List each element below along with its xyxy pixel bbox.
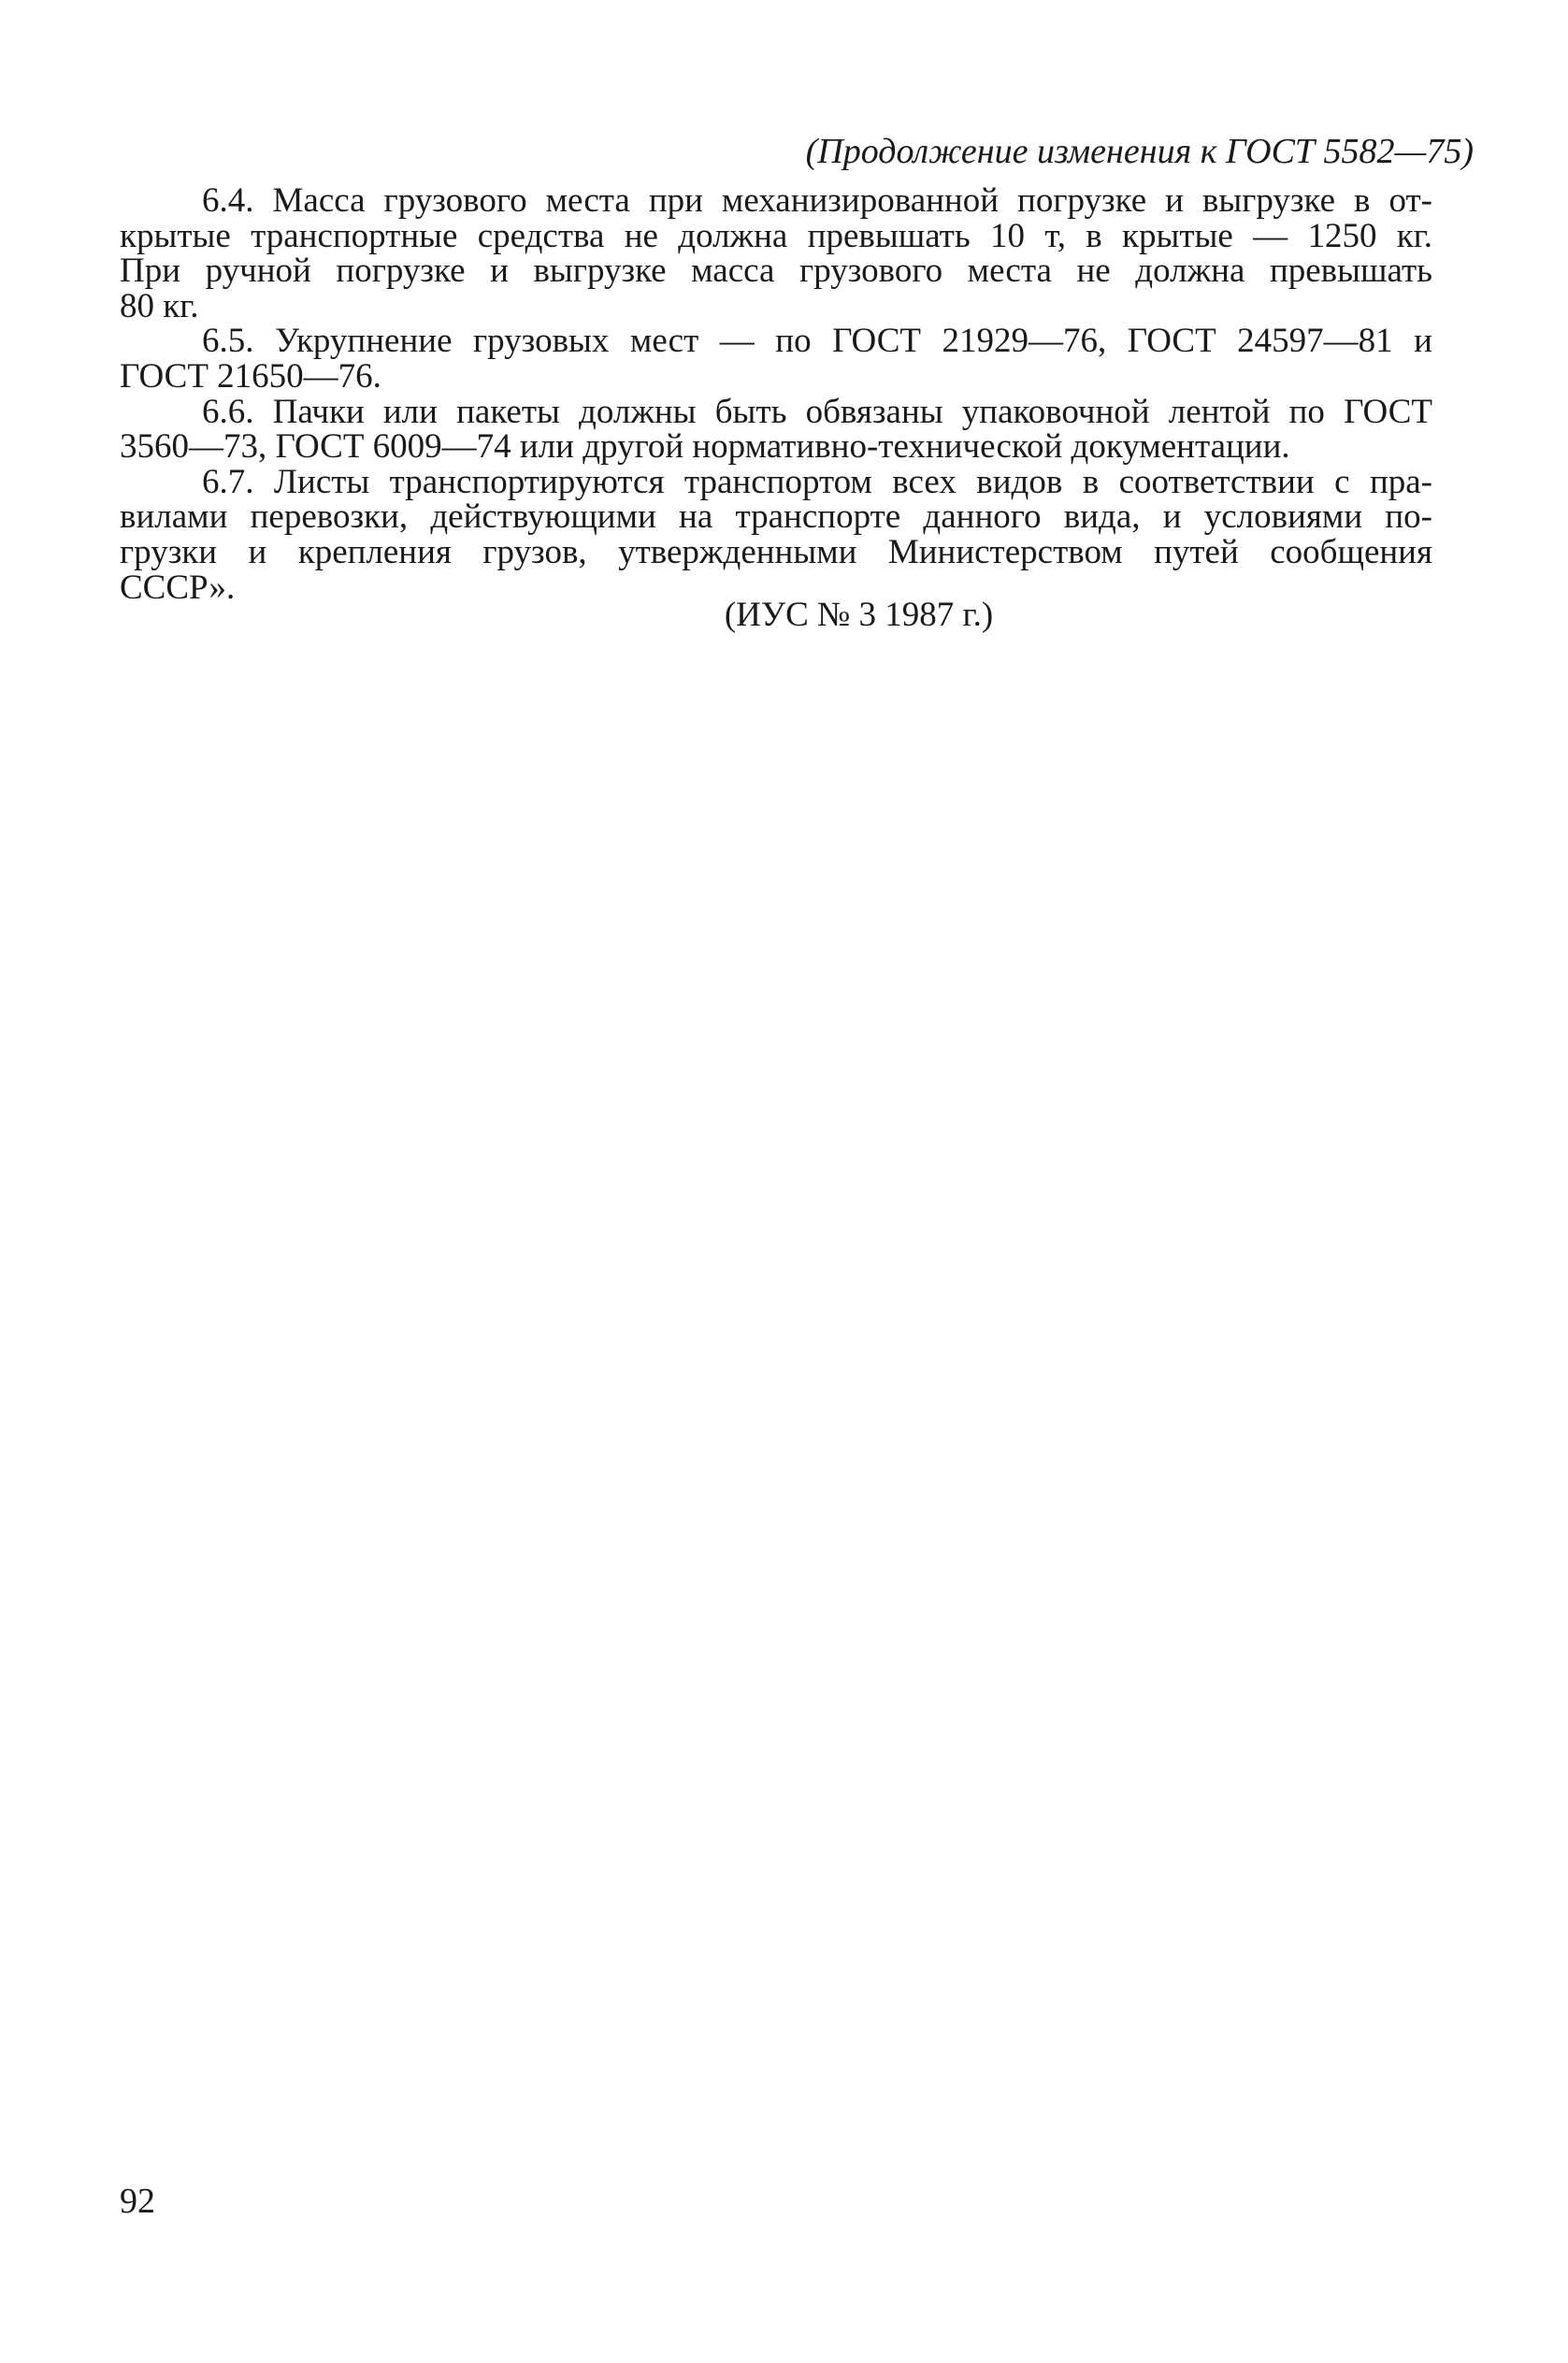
paragraph-line: СССР». — [120, 568, 236, 607]
paragraph-line: ГОСТ 21650—76. — [120, 356, 381, 396]
paragraph-6-4 — [120, 183, 1432, 324]
paragraph-6-6 — [120, 392, 1432, 467]
paragraph-6-5 — [120, 324, 1432, 394]
page-number: 92 — [120, 2182, 155, 2221]
paragraph-line: При ручной погрузке и выгрузке масса грузового места не должна превышать — [120, 252, 1432, 291]
paragraph-line: 3560—73, ГОСТ 6009—74 или другой нормативно-технической документации. — [120, 427, 1290, 467]
paragraph-line: 6.4. Масса грузового места при механизированной погрузке и выгрузке в от- — [202, 181, 1432, 220]
source-note: (ИУС № 3 1987 г.) — [724, 596, 994, 634]
paragraph-line: грузки и крепления грузов, утвержденными Министерством путей сообщения — [120, 532, 1432, 571]
paragraph-6-7 — [120, 462, 1432, 607]
document-body — [120, 183, 1432, 605]
paragraph-line: 80 кг. — [120, 286, 199, 325]
paragraph-line: крытые транспортные средства не должна превышать 10 т, в крытые — 1250 кг. — [120, 216, 1432, 255]
paragraph-line: 6.6. Пачки или пакеты должны быть обвязаны упаковочной лентой по ГОСТ — [202, 392, 1432, 431]
paragraph-line: 6.7. Листы транспортируются транспортом всех видов в соответствии с пра- — [202, 462, 1432, 501]
continuation-header: (Продолжение изменения к ГОСТ 5582—75) — [805, 132, 1474, 171]
paragraph-line: вилами перевозки, действующими на транспорте данного вида, и условиями по- — [120, 497, 1432, 537]
paragraph-line: 6.5. Укрупнение грузовых мест — по ГОСТ 21929—76, ГОСТ 24597—81 и — [202, 322, 1432, 361]
